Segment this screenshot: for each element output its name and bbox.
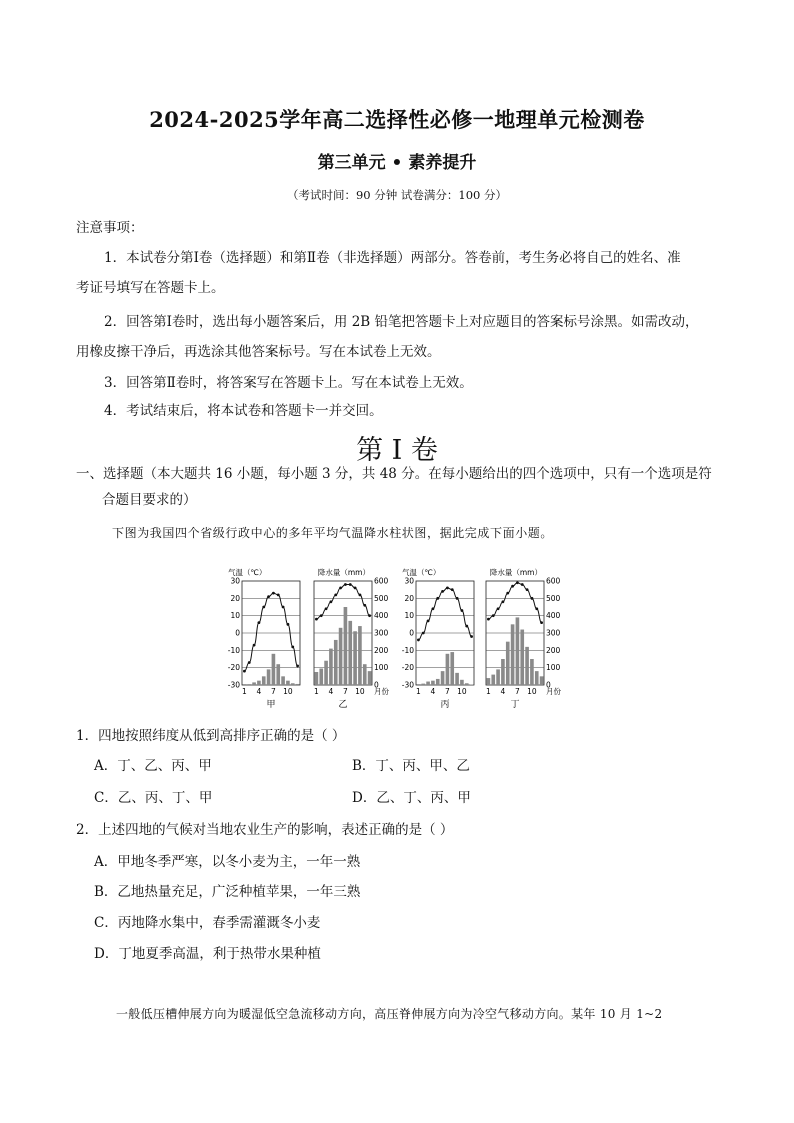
temperature-point <box>296 665 299 668</box>
temperature-point <box>441 590 444 593</box>
temperature-point <box>262 606 265 609</box>
temperature-point <box>325 607 328 610</box>
temp-tick-label: -20 <box>228 663 240 673</box>
notice-item-1-cont: 考证号填写在答题卡上。 <box>76 280 225 296</box>
precip-bar <box>441 671 445 685</box>
precip-bar <box>329 649 333 685</box>
precip-bar <box>272 654 276 685</box>
temperature-point <box>334 593 337 596</box>
exam-info: （考试时间：90 分钟 试卷满分：100 分） <box>286 188 508 202</box>
temperature-curve <box>488 583 541 623</box>
temperature-curve <box>316 584 369 619</box>
precip-tick-label: 300 <box>546 628 561 638</box>
temperature-curve <box>244 593 297 671</box>
question-2-option-a: A．甲地冬季严寒，以冬小麦为主，一年一熟 <box>94 854 361 870</box>
temperature-point <box>492 614 495 617</box>
question-2-option-d: D．丁地夏季高温，利于热带水果种植 <box>94 946 321 962</box>
precip-bar <box>465 683 469 685</box>
precip-bar <box>421 684 425 685</box>
month-tick-label: 10 <box>355 687 365 696</box>
precip-tick-label: 400 <box>546 611 561 621</box>
panel-label-4: 丁 <box>510 700 520 710</box>
section-heading: 一、选择题（本大题共 16 小题，每小题 3 分，共 48 分。在每小题给出的四个选项中，只有一个选项是符 <box>76 466 712 482</box>
precip-tick-label: 500 <box>374 593 389 603</box>
question-intro: 下图为我国四个省级行政中心的多年平均气温降水柱状图，据此完成下面小题。 <box>112 526 554 540</box>
climate-charts <box>228 563 568 713</box>
temperature-point <box>349 583 352 586</box>
month-tick-label: 4 <box>256 687 262 696</box>
exam-title: 2024-2025学年高二选择性必修一地理单元检测卷 <box>149 107 645 132</box>
temperature-point <box>354 587 357 590</box>
precip-bar <box>470 684 474 685</box>
precip-bar <box>267 669 271 685</box>
temperature-point <box>451 588 454 591</box>
precip-bar <box>501 659 505 685</box>
temp-tick-label: -20 <box>401 663 414 673</box>
precip-bar <box>491 675 495 685</box>
temperature-point <box>526 588 529 591</box>
temperature-point <box>535 607 538 610</box>
question-1-option-b: B．丁、丙、甲、乙 <box>352 758 470 774</box>
panel-label-3: 丙 <box>440 700 450 710</box>
precip-bar <box>436 679 440 685</box>
precip-bar <box>257 681 261 685</box>
temperature-point <box>272 592 275 595</box>
temperature-point <box>470 635 473 638</box>
temperature-point <box>320 614 323 617</box>
temperature-point <box>487 618 490 621</box>
temperature-point <box>339 587 342 590</box>
precip-bar <box>535 671 539 685</box>
precip-bar <box>426 682 430 685</box>
temp-tick-label: 30 <box>230 576 240 586</box>
precip-axis-title: 降水量（mm） <box>489 568 542 577</box>
precip-bar <box>363 664 367 685</box>
temp-axis-title: 气温（℃） <box>228 568 267 577</box>
month-tick-label: 7 <box>343 687 348 696</box>
precip-tick-label: 600 <box>546 576 561 586</box>
month-tick-label: 4 <box>500 687 506 696</box>
month-axis-title: 月份 <box>546 687 561 696</box>
month-tick-label: 7 <box>515 687 520 696</box>
precip-bar <box>516 617 520 685</box>
temperature-point <box>330 600 333 603</box>
question-1-option-c: C．乙、丙、丁、甲 <box>94 790 213 806</box>
temperature-point <box>359 593 362 596</box>
panel-label-2: 乙 <box>338 700 348 710</box>
precip-bar <box>286 681 290 685</box>
panel-label-1: 甲 <box>266 700 276 710</box>
month-tick-label: 7 <box>271 687 276 696</box>
notice-heading: 注意事项： <box>76 220 144 236</box>
precip-tick-label: 200 <box>546 645 561 655</box>
temperature-point <box>282 606 285 609</box>
temp-tick-label: -30 <box>228 680 240 690</box>
month-tick-label: 4 <box>328 687 334 696</box>
question-2-stem: 2．上述四地的气候对当地农业生产的影响，表述正确的是（ ） <box>76 822 454 838</box>
notice-item-1: 1．本试卷分第Ⅰ卷（选择题）和第Ⅱ卷（非选择题）两部分。答卷前，考生务必将自己的姓名、准 <box>104 250 681 266</box>
temperature-point <box>344 583 347 586</box>
month-tick-label: 1 <box>314 687 319 696</box>
precip-bar <box>262 676 266 685</box>
precip-tick-label: 600 <box>374 576 389 586</box>
temperature-point <box>506 592 509 595</box>
temperature-point <box>422 632 425 635</box>
temperature-point <box>432 607 435 610</box>
precip-bar <box>291 683 295 685</box>
notice-item-3: 3．回答第Ⅱ卷时，将答案写在答题卡上。写在本试卷上无效。 <box>104 375 473 391</box>
temperature-point <box>436 597 439 600</box>
temperature-point <box>540 621 543 624</box>
precip-bar <box>460 680 464 685</box>
temperature-point <box>516 581 519 584</box>
month-tick-label: 1 <box>486 687 491 696</box>
notice-item-2-cont: 用橡皮擦干净后，再选涂其他答案标号。写在本试卷上无效。 <box>76 344 441 360</box>
month-tick-label: 4 <box>430 687 436 696</box>
temperature-point <box>248 661 251 664</box>
temp-tick-label: 0 <box>235 628 240 638</box>
temp-tick-label: -10 <box>228 645 240 655</box>
precip-tick-label: 500 <box>546 593 561 603</box>
precip-bar <box>446 654 450 685</box>
precip-axis-title: 降水量（mm） <box>317 568 370 577</box>
precip-bar <box>252 682 256 685</box>
precip-bar <box>520 630 524 685</box>
temperature-point <box>521 583 524 586</box>
precip-bar <box>417 684 421 685</box>
temp-tick-label: 20 <box>230 593 240 603</box>
precip-tick-label: 300 <box>374 628 389 638</box>
month-axis-title: 月份 <box>374 687 389 696</box>
temperature-point <box>287 623 290 626</box>
precip-bar <box>344 607 348 685</box>
temperature-point <box>368 614 371 617</box>
temperature-curve <box>418 588 471 640</box>
temperature-point <box>417 639 420 642</box>
precip-bar <box>348 621 352 685</box>
temperature-point <box>258 621 261 624</box>
temp-tick-label: -30 <box>401 680 414 690</box>
precip-tick-label: 0 <box>546 680 551 690</box>
temp-tick-label: 20 <box>404 593 414 603</box>
temp-tick-label: 10 <box>404 611 414 621</box>
precip-bar <box>455 673 459 685</box>
temperature-point <box>427 619 430 622</box>
precip-tick-label: 100 <box>374 663 389 673</box>
temperature-point <box>465 625 468 628</box>
temperature-point <box>511 585 514 588</box>
temperature-point <box>497 607 500 610</box>
precip-tick-label: 400 <box>374 611 389 621</box>
month-tick-label: 7 <box>445 687 450 696</box>
precip-bar <box>324 661 328 685</box>
temp-tick-label: 10 <box>230 611 240 621</box>
temp-tick-label: 0 <box>409 628 414 638</box>
precip-bar <box>353 631 357 685</box>
month-tick-label: 10 <box>283 687 293 696</box>
question-2-option-c: C．丙地降水集中，春季需灌溉冬小麦 <box>94 915 321 931</box>
section-heading-cont: 合题目要求的） <box>102 492 197 508</box>
volume-title: 第 I 卷 <box>356 435 438 466</box>
precip-bar <box>296 684 300 685</box>
precip-tick-label: 200 <box>374 645 389 655</box>
precip-bar <box>243 684 247 685</box>
precip-bar <box>496 669 500 685</box>
precip-bar <box>334 640 338 685</box>
precip-bar <box>506 642 510 685</box>
month-tick-label: 1 <box>416 687 421 696</box>
temp-axis-title: 气温（℃） <box>402 568 441 577</box>
precip-tick-label: 100 <box>546 663 561 673</box>
precip-bar <box>450 652 454 685</box>
precip-bar <box>487 678 491 685</box>
temperature-point <box>315 618 318 621</box>
temperature-point <box>502 600 505 603</box>
question-2-option-b: B．乙地热量充足，广泛种植苹果，一年三熟 <box>94 884 361 900</box>
precip-bar <box>281 676 285 685</box>
precip-bar <box>315 672 319 685</box>
precip-bar <box>247 684 251 685</box>
precip-bar <box>339 628 343 685</box>
month-tick-label: 10 <box>527 687 537 696</box>
notice-item-2: 2．回答第Ⅰ卷时，选出每小题答案后，用 2B 铅笔把答题卡上对应题目的答案标号涂黑。如需改动， <box>104 314 699 330</box>
precip-bar <box>368 671 372 685</box>
temperature-point <box>446 587 449 590</box>
exam-subtitle: 第三单元 • 素养提升 <box>317 153 477 173</box>
question-1-option-a: A．丁、乙、丙、甲 <box>94 758 212 774</box>
precip-bar <box>431 681 435 685</box>
precip-bar <box>540 676 544 685</box>
month-tick-label: 10 <box>457 687 467 696</box>
precip-tick-label: 0 <box>374 680 379 690</box>
notice-item-4: 4．考试结束后，将本试卷和答题卡一并交回。 <box>104 403 383 419</box>
temperature-point <box>243 670 246 673</box>
temperature-point <box>253 644 256 647</box>
precip-bar <box>276 664 280 685</box>
precip-bar <box>530 659 534 685</box>
precip-bar <box>525 647 529 685</box>
temperature-point <box>531 597 534 600</box>
climate-charts-svg <box>228 563 568 713</box>
temp-tick-label: -10 <box>401 645 414 655</box>
next-question-intro: 一般低压槽伸展方向为暖湿低空急流移动方向，高压脊伸展方向为冷空气移动方向。某年 10 月 1~2 <box>116 1007 663 1021</box>
precip-bar <box>319 669 323 685</box>
temperature-point <box>461 609 464 612</box>
temperature-point <box>277 593 280 596</box>
temperature-point <box>363 604 366 607</box>
precip-bar <box>358 626 362 685</box>
temp-tick-label: 30 <box>404 576 414 586</box>
temperature-point <box>267 595 270 598</box>
month-tick-label: 1 <box>242 687 247 696</box>
precip-bar <box>511 624 515 685</box>
temperature-point <box>291 645 294 648</box>
question-1-stem: 1．四地按照纬度从低到高排序正确的是（ ） <box>76 728 346 744</box>
temperature-point <box>456 597 459 600</box>
question-1-option-d: D．乙、丁、丙、甲 <box>352 790 471 806</box>
